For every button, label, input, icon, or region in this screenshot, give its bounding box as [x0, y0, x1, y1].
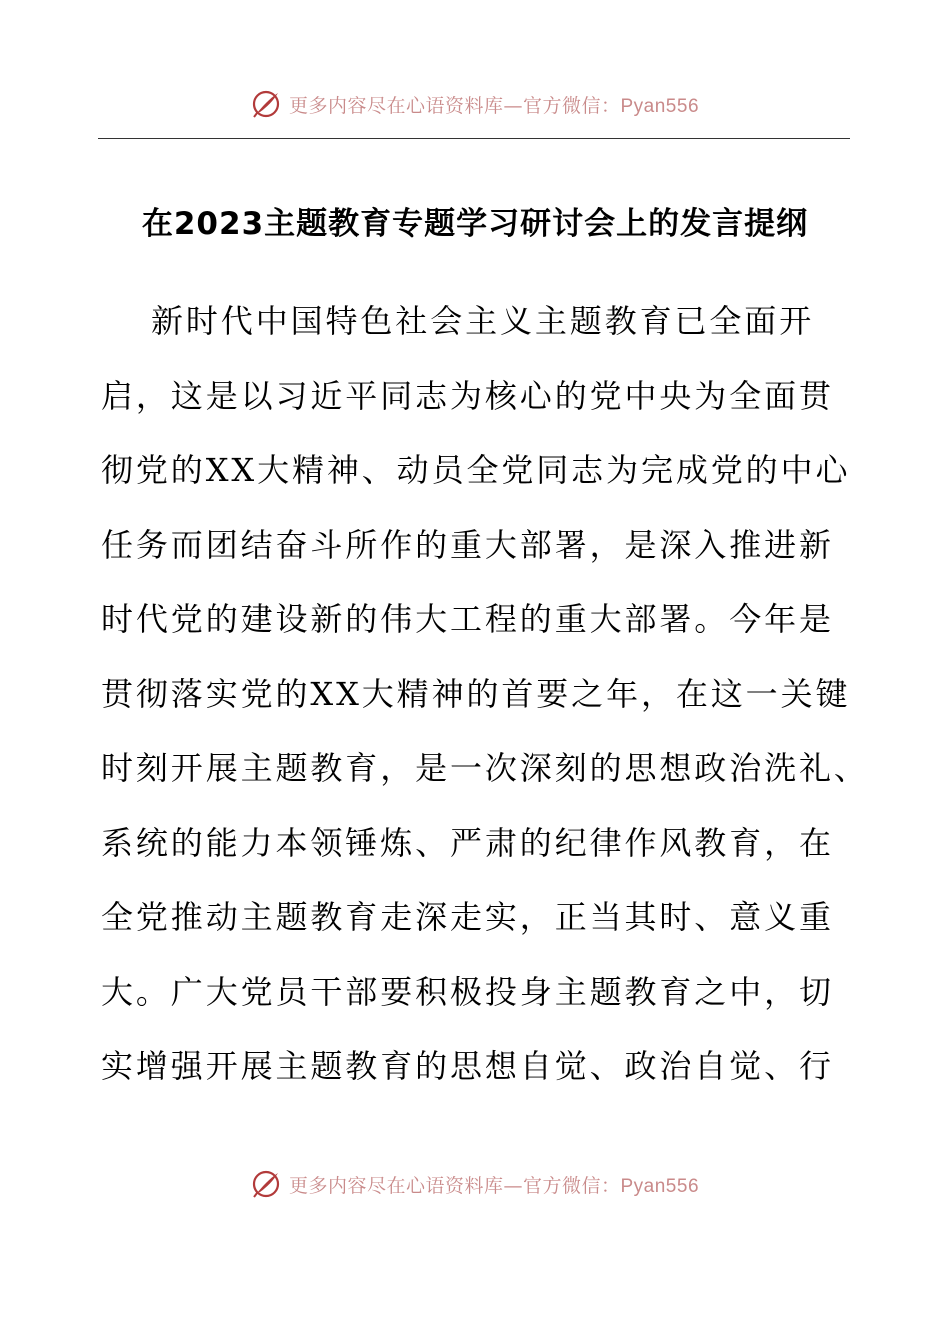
quill-pen-logo-icon: [251, 1169, 281, 1199]
body-paragraph: [101, 296, 869, 1116]
header-divider: [98, 138, 850, 139]
document-title: 在2023主题教育专题学习研讨会上的发言提纲: [141, 206, 809, 242]
body-line: 实增强开展主题教育的思想自觉、政治自觉、行: [101, 1047, 834, 1085]
body-line: 时刻开展主题教育，是一次深刻的思想政治洗礼、: [101, 749, 869, 787]
header-banner-text: 更多内容尽在心语资料库—官方微信：Pyan556: [288, 94, 700, 117]
body-line: 任务而团结奋斗所作的重大部署，是深入推进新: [101, 525, 834, 564]
footer-banner-text: 更多内容尽在心语资料库—官方微信：Pyan556: [288, 1174, 700, 1197]
header-banner: [0, 84, 950, 124]
body-line: 彻党的XX大精神、动员全党同志为完成党的中心: [101, 451, 851, 489]
body-line: 大。广大党员干部要积极投身主题教育之中，切: [101, 972, 834, 1011]
body-line: 贯彻落实党的XX大精神的首要之年，在这一关键: [101, 674, 851, 713]
body-line: 系统的能力本领锤炼、严肃的纪律作风教育，在: [101, 823, 834, 862]
body-line: 时代党的建设新的伟大工程的重大部署。今年是: [101, 600, 834, 638]
body-line: 启，这是以习近平同志为核心的党中央为全面贯: [101, 376, 834, 415]
quill-pen-logo-icon: [251, 89, 281, 119]
footer-banner: [0, 1164, 950, 1204]
body-line: 新时代中国特色社会主义主题教育已全面开: [151, 302, 815, 340]
body-line: 全党推动主题教育走深走实，正当其时、意义重: [101, 898, 834, 936]
